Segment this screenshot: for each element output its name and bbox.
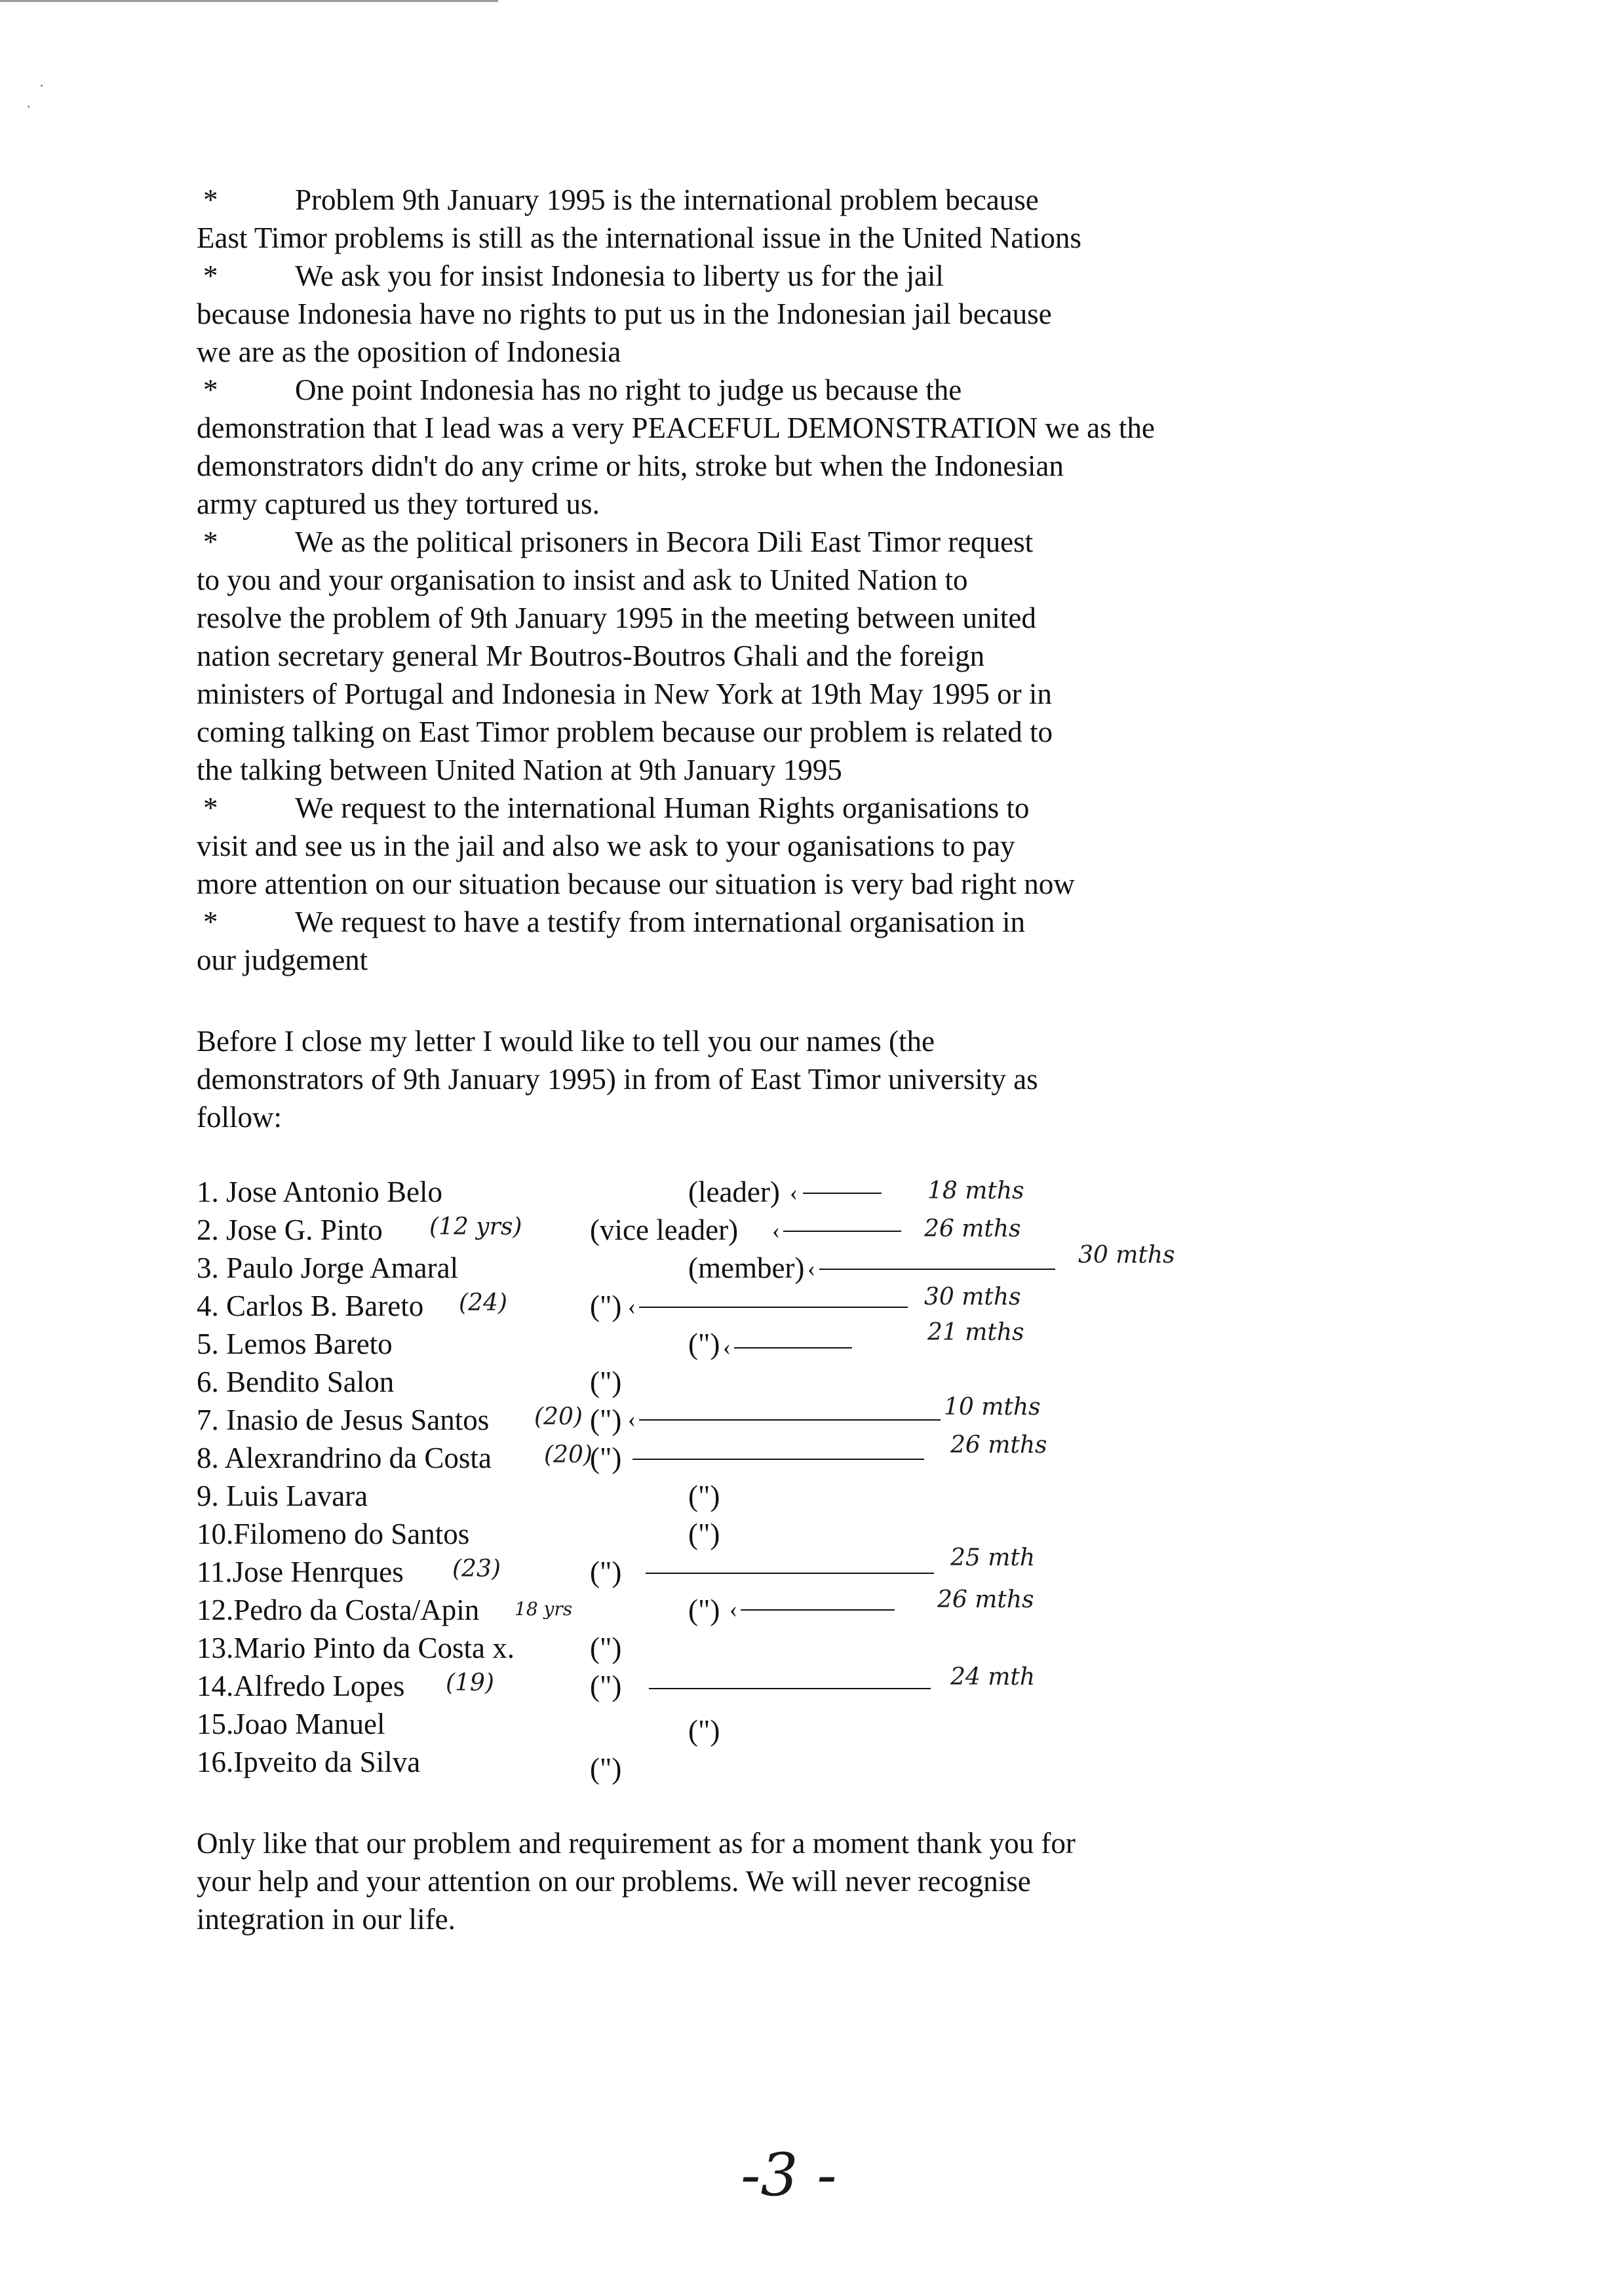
role-label: (") — [688, 1328, 720, 1360]
arrow-line — [649, 1688, 931, 1689]
list-item: 16.Ipveito da Silva — [197, 1746, 421, 1778]
arrow-line — [803, 1193, 882, 1194]
bullet-line-3: * One point Indonesia has no right to judge us because the — [203, 373, 962, 406]
list-item: 1. Jose Antonio Belo — [197, 1176, 443, 1208]
paragraph-line: ministers of Portugal and Indonesia in New York at 19th May 1995 or in — [197, 678, 1052, 710]
paragraph-line: because Indonesia have no rights to put us in the Indonesian jail because — [197, 297, 1052, 330]
paragraph-line: the talking between United Nation at 9th January 1995 — [197, 754, 842, 786]
role-label: (") — [590, 1290, 622, 1322]
paragraph-line: visit and see us in the jail and also we ask to your oganisations to pay — [197, 830, 1015, 862]
bullet-line-2: * We ask you for insist Indonesia to liberty us for the jail — [203, 259, 944, 292]
handwritten-age: 18 yrs — [515, 1598, 573, 1620]
arrowhead-icon: ‹ — [723, 1334, 731, 1360]
bullet-line-6: * We request to have a testify from international organisation in — [203, 906, 1025, 938]
scan-speck: · — [39, 77, 45, 94]
list-item: 2. Jose G. Pinto — [197, 1214, 383, 1246]
arrowhead-icon: ‹ — [790, 1179, 798, 1206]
list-item: 3. Paulo Jorge Amaral — [197, 1252, 459, 1284]
role-label: (") — [688, 1594, 720, 1626]
handwritten-age: (23) — [452, 1556, 501, 1582]
closing-paragraph — [197, 1824, 1350, 1938]
paragraph-line: we are as the oposition of Indonesia — [197, 335, 621, 368]
intro-line: follow: — [197, 1101, 282, 1134]
arrow-line — [646, 1573, 934, 1574]
arrowhead-icon: ‹ — [772, 1217, 780, 1244]
handwritten-note: 10 mths — [944, 1394, 1041, 1421]
handwritten-age: (12 yrs) — [429, 1214, 522, 1240]
role-label: (") — [688, 1714, 720, 1747]
handwritten-age: (24) — [459, 1290, 507, 1316]
role-label: (") — [590, 1442, 622, 1474]
list-item: 8. Alexrandrino da Costa — [197, 1442, 492, 1474]
list-item: 13.Mario Pinto da Costa x. — [197, 1632, 515, 1664]
names-intro — [197, 1022, 1350, 1136]
handwritten-note: 30 mths — [1078, 1242, 1175, 1269]
arrow-line — [639, 1419, 941, 1421]
arrow-line — [819, 1269, 1055, 1270]
list-item: 5. Lemos Bareto — [197, 1328, 393, 1360]
arrowhead-icon: ‹ — [730, 1596, 737, 1622]
closing-line: Only like that our problem and requirement as for a moment thank you for — [197, 1827, 1076, 1860]
arrow-line — [632, 1459, 924, 1460]
paragraph-line: demonstrators didn't do any crime or hits, stroke but when the Indonesian — [197, 450, 1064, 482]
paragraph-line: resolve the problem of 9th January 1995 in the meeting between united — [197, 602, 1036, 634]
arrow-line — [639, 1307, 908, 1308]
paragraph-line: more attention on our situation because our situation is very bad right now — [197, 868, 1075, 900]
paragraph-line: our judgement — [197, 944, 368, 976]
handwritten-note: 24 mth — [950, 1664, 1036, 1691]
list-item: 14.Alfredo Lopes — [197, 1670, 405, 1702]
bullet-line-5: * We request to the international Human Rights organisations to — [203, 792, 1030, 824]
paragraph-line: army captured us they tortured us. — [197, 488, 600, 520]
list-item: 4. Carlos B. Bareto — [197, 1290, 424, 1322]
handwritten-note: 21 mths — [927, 1319, 1024, 1346]
arrowhead-icon: ‹ — [808, 1255, 815, 1282]
scan-edge-line — [0, 0, 498, 2]
list-item: 6. Bendito Salon — [197, 1366, 395, 1398]
role-label: (member) — [688, 1252, 805, 1284]
handwritten-note: 30 mths — [924, 1284, 1021, 1311]
arrowhead-icon: ‹ — [628, 1406, 636, 1432]
list-item: 15.Joao Manuel — [197, 1708, 385, 1740]
handwritten-age: (20) — [534, 1404, 583, 1430]
list-item: 10.Filomeno do Santos — [197, 1518, 470, 1550]
bullet-list — [197, 181, 1350, 979]
role-label: (") — [590, 1670, 622, 1702]
intro-line: Before I close my letter I would like to tell you our names (the — [197, 1025, 935, 1058]
handwritten-note: 26 mths — [950, 1432, 1047, 1459]
arrow-line — [741, 1609, 895, 1611]
role-label: (") — [590, 1556, 622, 1588]
role-label: (") — [688, 1518, 720, 1550]
role-label: (") — [590, 1366, 622, 1398]
paragraph-line: demonstration that I lead was a very PEACEFUL DEMONSTRATION we as the — [197, 411, 1155, 444]
arrow-line — [734, 1347, 852, 1349]
arrowhead-icon: ‹ — [628, 1293, 636, 1320]
role-label: (vice leader) — [590, 1214, 739, 1246]
bullet-line-4: * We as the political prisoners in Becora Dili East Timor request — [203, 526, 1034, 558]
intro-line: demonstrators of 9th January 1995) in from of East Timor university as — [197, 1063, 1038, 1096]
role-label: (") — [590, 1632, 622, 1664]
handwritten-note: 26 mths — [924, 1215, 1021, 1242]
handwritten-note: 25 mth — [950, 1544, 1036, 1571]
paragraph-line: to you and your organisation to insist and ask to United Nation to — [197, 564, 968, 596]
handwritten-note: 26 mths — [937, 1586, 1034, 1613]
role-label: (") — [688, 1480, 720, 1512]
role-label: (leader) — [688, 1176, 780, 1208]
handwritten-age: (19) — [446, 1670, 494, 1696]
handwritten-note: 18 mths — [927, 1177, 1024, 1204]
list-item: 7. Inasio de Jesus Santos — [197, 1404, 490, 1436]
list-item: 12.Pedro da Costa/Apin — [197, 1594, 480, 1626]
list-item: 11.Jose Henrques — [197, 1556, 404, 1588]
paragraph-line: coming talking on East Timor problem because our problem is related to — [197, 716, 1053, 748]
arrow-line — [783, 1231, 901, 1232]
page-number: -3 - — [741, 2141, 837, 2210]
paragraph-line: East Timor problems is still as the international issue in the United Nations — [197, 221, 1081, 254]
list-item: 9. Luis Lavara — [197, 1480, 368, 1512]
scan-speck: · — [26, 98, 31, 115]
role-label: (") — [590, 1404, 622, 1436]
closing-line: your help and your attention on our problems. We will never recognise — [197, 1865, 1031, 1898]
closing-line: integration in our life. — [197, 1903, 456, 1936]
handwritten-age: (20) — [544, 1442, 593, 1468]
bullet-line-1: * Problem 9th January 1995 is the international problem because — [203, 183, 1039, 216]
paragraph-line: nation secretary general Mr Boutros-Boutros Ghali and the foreign — [197, 640, 985, 672]
role-label: (") — [590, 1752, 622, 1785]
